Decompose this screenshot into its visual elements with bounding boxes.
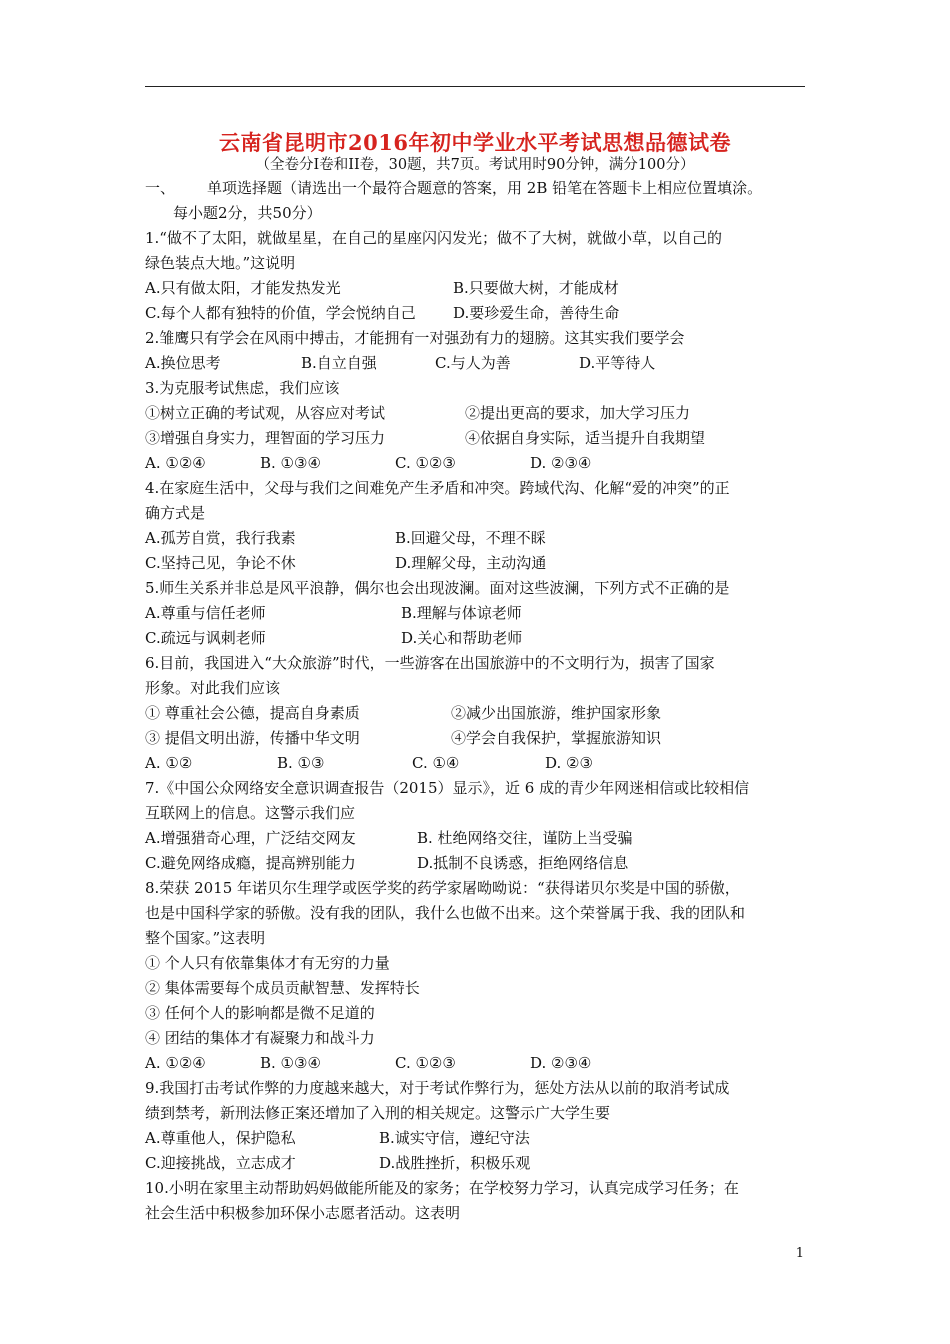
q5-option-b: B.理解与体谅老师 [401, 604, 522, 622]
q4-stem: 4.在家庭生活中，父母与我们之间难免产生矛盾和冲突。跨域代沟、化解“爱的冲突”的正 [145, 479, 730, 497]
section-instruction: 单项选择题（请选出一个最符合题意的答案，用 2B 铅笔在答题卡上相应位置填涂。 [207, 179, 763, 197]
q3-statement-1: ①树立正确的考试观，从容应对考试 [145, 404, 386, 422]
q4-option-a: A.孤芳自赏，我行我素 [145, 529, 296, 547]
q10-stem: 10.小明在家里主动帮助妈妈做能所能及的家务；在学校努力学习，认真完成学习任务；在 [145, 1179, 739, 1197]
q6-stem: 6.目前，我国进入“大众旅游”时代，一些游客在出国旅游中的不文明行为，损害了国家 [145, 654, 715, 672]
q9-option-a: A.尊重他人，保护隐私 [145, 1129, 296, 1147]
exam-subtitle: （全卷分I卷和II卷，30题，共7页。考试用时90分钟，满分100分） [255, 157, 695, 173]
q10-stem-cont: 社会生活中积极参加环保小志愿者活动。这表明 [145, 1204, 461, 1222]
q6-statement-3: ③ 提倡文明出游，传播中华文明 [145, 729, 360, 747]
q1-options-ab [145, 276, 815, 301]
q2-options [145, 351, 815, 376]
q6-option-d: D. ②③ [545, 754, 593, 772]
page-number: 1 [795, 1246, 804, 1261]
q3-statement-4: ④依据自身实际，适当提升自我期望 [465, 429, 706, 447]
q3-statements-12 [145, 401, 815, 426]
header-rule [145, 86, 805, 87]
q9-option-c: C.迎接挑战，立志成才 [145, 1154, 296, 1172]
q4-options-ab [145, 526, 815, 551]
q3-option-a: A. ①②④ [145, 454, 206, 472]
q9-stem-cont: 绩到禁考，新刑法修正案还增加了入刑的相关规定。这警示广大学生要 [145, 1104, 611, 1122]
q6-option-a: A. ①② [145, 754, 193, 772]
q6-statements-34 [145, 726, 815, 751]
q4-option-b: B.回避父母，不理不睬 [395, 529, 546, 547]
q1-option-c: C.每个人都有独特的价值，学会悦纳自己 [145, 304, 416, 322]
q9-options-ab [145, 1126, 815, 1151]
q5-stem: 5.师生关系并非总是风平浪静，偶尔也会出现波澜。面对这些波澜，下列方式不正确的是 [145, 579, 730, 597]
q9-options-cd [145, 1151, 815, 1176]
q4-option-c: C.坚持己见，争论不休 [145, 554, 296, 572]
q7-option-d: D.抵制不良诱惑，拒绝网络信息 [417, 854, 629, 872]
q4-stem-cont: 确方式是 [145, 504, 206, 522]
q8-options [145, 1051, 815, 1076]
q8-option-d: D. ②③④ [530, 1054, 592, 1072]
q5-options-ab [145, 601, 815, 626]
q5-options-cd [145, 626, 815, 651]
q9-stem: 9.我国打击考试作弊的力度越来越大，对于考试作弊行为，惩处方法从以前的取消考试成 [145, 1079, 730, 1097]
q7-options-cd [145, 851, 815, 876]
q1-stem-cont: 绿色装点大地。”这说明 [145, 254, 296, 272]
q7-stem-cont: 互联网上的信息。这警示我们应 [145, 804, 356, 822]
q6-statement-4: ④学会自我保护，掌握旅游知识 [451, 729, 662, 747]
q8-statement-4: ④ 团结的集体才有凝聚力和战斗力 [145, 1029, 375, 1047]
section-instruction-cont: 每小题2分，共50分） [173, 204, 322, 222]
q8-option-a: A. ①②④ [145, 1054, 206, 1072]
q2-stem: 2.雏鹰只有学会在风雨中搏击，才能拥有一对强劲有力的翅膀。这其实我们要学会 [145, 329, 685, 347]
q6-statement-1: ① 尊重社会公德，提高自身素质 [145, 704, 360, 722]
q7-option-a: A.增强猎奇心理，广泛结交网友 [145, 829, 356, 847]
q2-option-b: B.自立自强 [301, 354, 377, 372]
q7-option-b: B. 杜绝网络交往，谨防上当受骗 [417, 829, 633, 847]
q6-options [145, 751, 815, 776]
q9-option-d: D.战胜挫折，积极乐观 [379, 1154, 531, 1172]
q6-option-b: B. ①③ [277, 754, 325, 772]
q3-statement-2: ②提出更高的要求，加大学习压力 [465, 404, 691, 422]
q2-option-c: C.与人为善 [435, 354, 511, 372]
exam-body [145, 176, 815, 1226]
q8-stem-cont-2: 整个国家。”这表明 [145, 929, 266, 947]
section-number: 一、 [145, 179, 176, 197]
exam-title: 云南省昆明市2016年初中学业水平考试思想品德试卷 [219, 130, 731, 155]
q1-option-d: D.要珍爱生命，善待生命 [453, 304, 620, 322]
q2-option-d: D.平等待人 [579, 354, 656, 372]
q8-option-c: C. ①②③ [395, 1054, 456, 1072]
q6-statement-2: ②减少出国旅游，维护国家形象 [451, 704, 662, 722]
q3-statement-3: ③增强自身实力，理智面的学习压力 [145, 429, 386, 447]
q3-option-b: B. ①③④ [260, 454, 321, 472]
q1-options-cd [145, 301, 815, 326]
q3-option-c: C. ①②③ [395, 454, 456, 472]
q4-option-d: D.理解父母，主动沟通 [395, 554, 547, 572]
q3-options [145, 451, 815, 476]
q8-stem: 8.荣获 2015 年诺贝尔生理学或医学奖的药学家屠呦呦说：“获得诺贝尔奖是中国的骄傲， [145, 879, 740, 897]
q6-statements-12 [145, 701, 815, 726]
q6-stem-cont: 形象。对此我们应该 [145, 679, 281, 697]
q7-stem: 7.《中国公众网络安全意识调查报告（2015）显示》，近 6 成的青少年网迷相信或比较相信 [145, 779, 750, 797]
q7-option-c: C.避免网络成瘾，提高辨别能力 [145, 854, 356, 872]
q5-option-c: C.疏远与讽刺老师 [145, 629, 266, 647]
q1-stem: 1.“做不了太阳，就做星星，在自己的星座闪闪发光；做不了大树，就做小草，以自己的 [145, 229, 722, 247]
q8-stem-cont: 也是中国科学家的骄傲。没有我的团队，我什么也做不出来。这个荣誉属于我、我的团队和 [145, 904, 746, 922]
section-heading [145, 176, 815, 201]
q5-option-a: A.尊重与信任老师 [145, 604, 266, 622]
q2-option-a: A.换位思考 [145, 354, 221, 372]
q6-option-c: C. ①④ [412, 754, 460, 772]
q5-option-d: D.关心和帮助老师 [401, 629, 523, 647]
q3-option-d: D. ②③④ [530, 454, 592, 472]
q8-statement-3: ③ 任何个人的影响都是微不足道的 [145, 1004, 375, 1022]
q7-options-ab [145, 826, 815, 851]
q4-options-cd [145, 551, 815, 576]
q3-stem: 3.为克服考试焦虑，我们应该 [145, 379, 340, 397]
q1-option-a: A.只有做太阳，才能发热发光 [145, 279, 341, 297]
q3-statements-34 [145, 426, 815, 451]
q8-option-b: B. ①③④ [260, 1054, 321, 1072]
q8-statement-1: ① 个人只有依靠集体才有无穷的力量 [145, 954, 390, 972]
q8-statement-2: ② 集体需要每个成员贡献智慧、发挥特长 [145, 979, 420, 997]
q9-option-b: B.诚实守信，遵纪守法 [379, 1129, 530, 1147]
q1-option-b: B.只要做大树，才能成材 [453, 279, 619, 297]
